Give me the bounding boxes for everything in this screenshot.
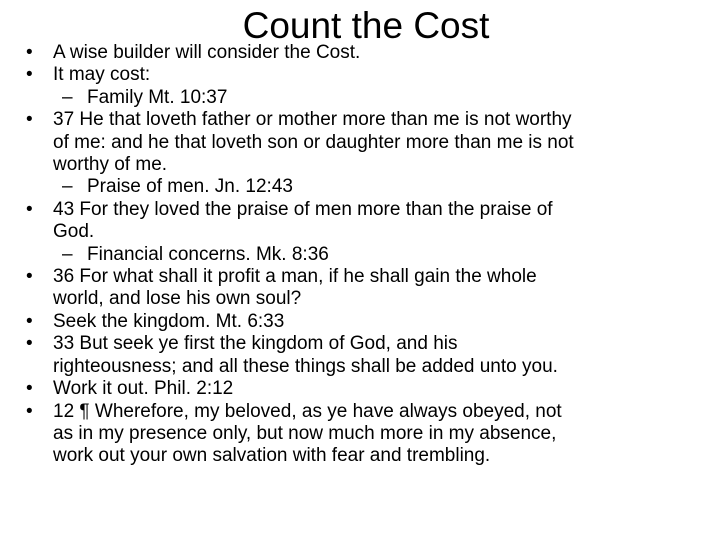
- bullet-marker: •: [26, 42, 33, 63]
- sub-bullet-item: [26, 176, 706, 198]
- bullet-marker: •: [26, 378, 33, 400]
- bullet-item: [26, 199, 706, 244]
- bullet-text-line: Work it out. Phil. 2:12: [53, 378, 234, 400]
- dash-marker: –: [62, 86, 73, 108]
- bullet-text-line: Praise of men. Jn. 12:43: [87, 176, 293, 198]
- bullet-item: [26, 42, 706, 64]
- bullet-text-line: A wise builder will consider the Cost.: [53, 42, 361, 63]
- bullet-marker: •: [26, 400, 33, 422]
- bullet-text-line: 33 But seek ye first the kingdom of God, and his: [53, 333, 458, 355]
- bullet-marker: •: [26, 310, 33, 332]
- bullet-text-line: 43 For they loved the praise of men more than the praise of: [53, 198, 553, 220]
- bullet-text-line: of me: and he that loveth son or daughter more than me is not: [53, 131, 574, 153]
- bullet-text-line: Family Mt. 10:37: [87, 86, 228, 108]
- bullet-text-line: world, and lose his own soul?: [53, 288, 302, 310]
- bullet-marker: •: [26, 266, 33, 288]
- bullet-text-line: righteousness; and all these things shall be added unto you.: [53, 355, 558, 377]
- bullet-text-line: 12 ¶ Wherefore, my beloved, as ye have always obeyed, not: [53, 400, 562, 422]
- bullet-text-line: It may cost:: [53, 64, 151, 86]
- bullet-text-line: work out your own salvation with fear and trembling.: [53, 445, 491, 467]
- bullet-item: [26, 311, 706, 333]
- bullet-text-line: 36 For what shall it profit a man, if he shall gain the whole: [53, 266, 537, 288]
- bullet-item: [26, 64, 706, 86]
- bullet-item: [26, 266, 706, 311]
- bullet-item: [26, 109, 706, 176]
- sub-bullet-item: [26, 87, 706, 109]
- bullet-marker: •: [26, 198, 33, 220]
- bullet-text-line: Seek the kingdom. Mt. 6:33: [53, 310, 285, 332]
- bullet-text-line: Financial concerns. Mk. 8:36: [87, 243, 329, 265]
- bullet-marker: •: [26, 333, 33, 355]
- bullet-list: [26, 42, 706, 468]
- bullet-item: [26, 401, 706, 468]
- bullet-text-line: as in my presence only, but now much more in my absence,: [53, 422, 557, 444]
- dash-marker: –: [62, 176, 73, 198]
- bullet-marker: •: [26, 109, 33, 131]
- bullet-text-line: God.: [53, 221, 95, 243]
- slide-title: Count the Cost: [242, 5, 490, 46]
- bullet-text-line: worthy of me.: [53, 154, 168, 176]
- dash-marker: –: [62, 243, 73, 265]
- bullet-item: [26, 333, 706, 378]
- bullet-item: [26, 378, 706, 400]
- sub-bullet-item: [26, 244, 706, 266]
- bullet-marker: •: [26, 64, 33, 86]
- bullet-text-line: 37 He that loveth father or mother more than me is not worthy: [53, 109, 572, 131]
